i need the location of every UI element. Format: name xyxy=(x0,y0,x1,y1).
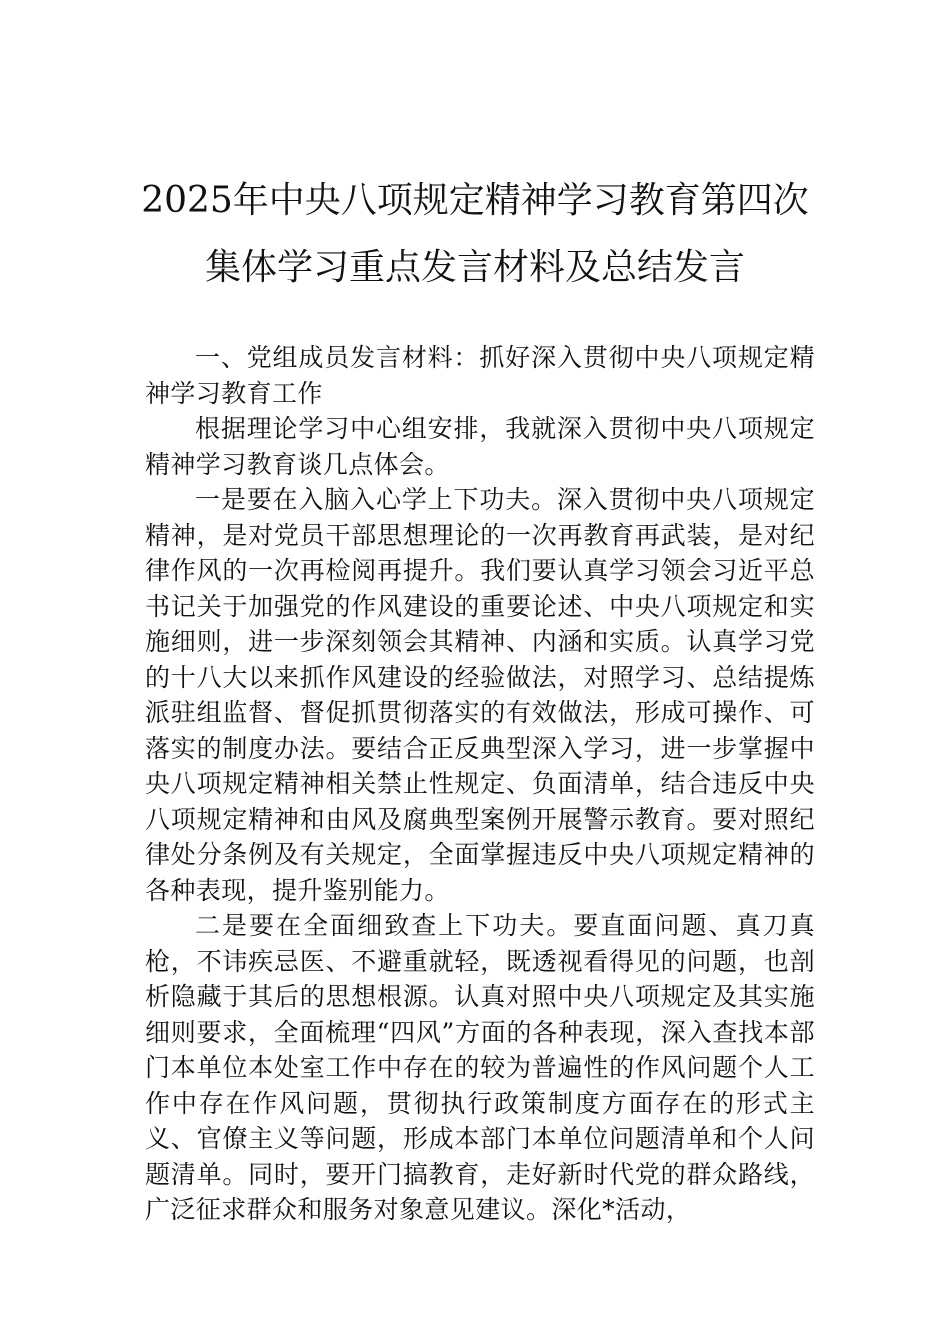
document-body xyxy=(145,340,815,1228)
document-title-line-2: 集体学习重点发言材料及总结发言 xyxy=(204,247,745,288)
document-title-line-1: 2025年中央八项规定精神学习教育第四次 xyxy=(141,180,809,221)
paragraph-intro: 根据理论学习中心组安排，我就深入贯彻中央八项规定精神学习教育谈几点体会。 xyxy=(145,414,815,479)
paragraph-point-two: 二是要在全面细致查上下功夫。要直面问题、真刀真枪，不讳疾忌医、不避重就轻，既透视看得见的问题，也剖析隐藏于其后的思想根源。认真对照中央八项规定及其实施细则要求，全面梳理“四风”方面的各种表现，深入查找本部门本单位本处室工作中存在的较为普遍性的作风问题个人工作中存在作风问题，贯彻执行政策制度方面存在的形式主义、官僚主义等问题，形成本部门本单位问题清单和个人问题清单。同时，要开门搞教育，走好新时代党的群众路线，广泛征求群众和服务对象意见建议。深化*活动， xyxy=(145,911,815,1224)
section-heading: 一、党组成员发言材料：抓好深入贯彻中央八项规定精神学习教育工作 xyxy=(145,343,815,408)
paragraph-point-one: 一是要在入脑入心学上下功夫。深入贯彻中央八项规定精神，是对党员干部思想理论的一次再教育再武装，是对纪律作风的一次再检阅再提升。我们要认真学习领会习近平总书记关于加强党的作风建设的重要论述、中央八项规定和实施细则，进一步深刻领会其精神、内涵和实质。认真学习党的十八大以来抓作风建设的经验做法，对照学习、总结提炼派驻组监督、督促抓贯彻落实的有效做法，形成可操作、可落实的制度办法。要结合正反典型深入学习，进一步掌握中央八项规定精神相关禁止性规定、负面清单，结合违反中央八项规定精神和由风及腐典型案例开展警示教育。要对照纪律处分条例及有关规定，全面掌握违反中央八项规定精神的各种表现，提升鉴别能力。 xyxy=(145,485,815,905)
